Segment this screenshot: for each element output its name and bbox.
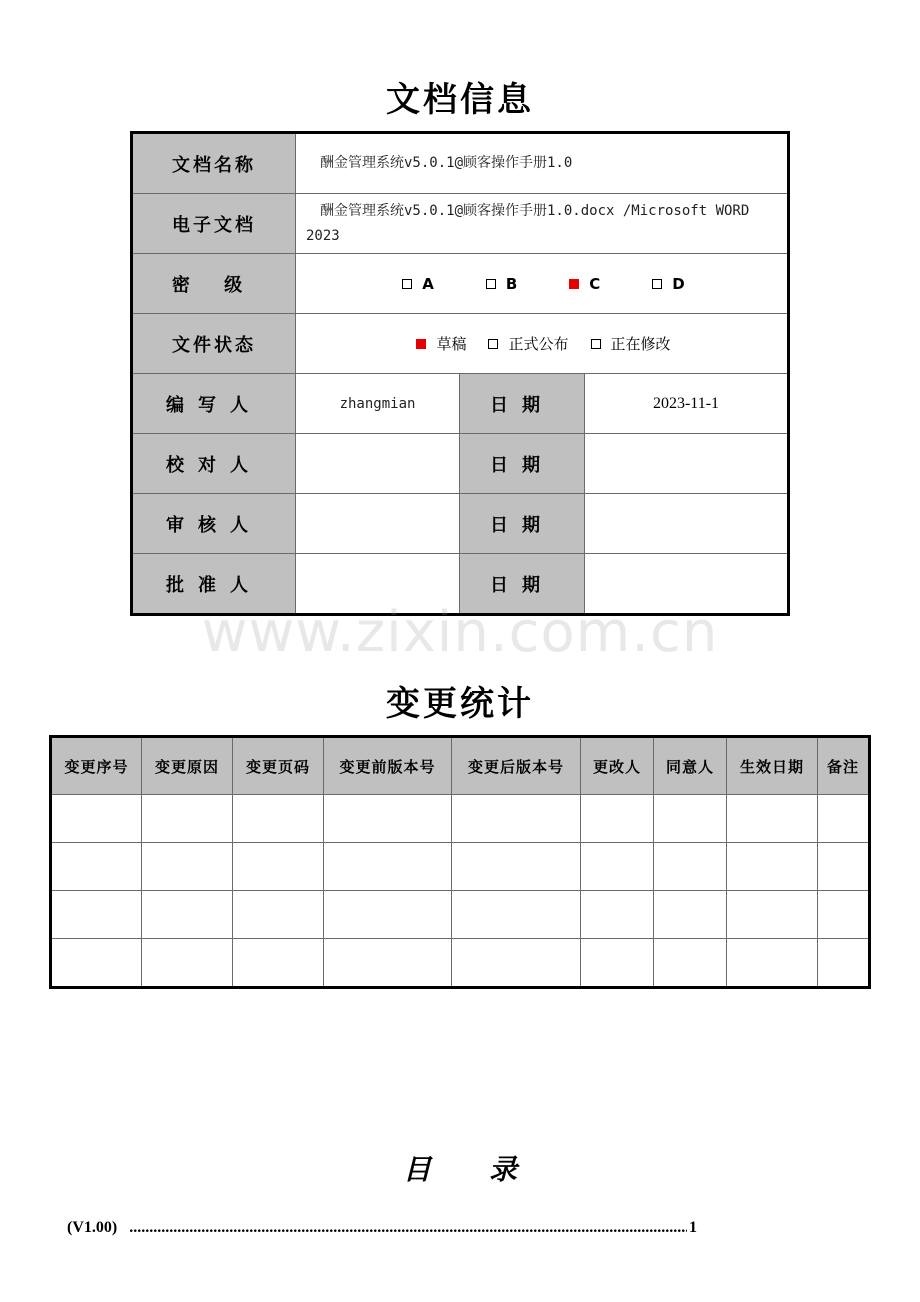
header-remarks: 备注 [818,737,870,795]
approver-label: 批准人 [132,554,296,615]
secret-option-b[interactable]: B [486,275,517,293]
row-doc-name [132,133,789,194]
toc-entry-label: (V1.00) [67,1219,118,1236]
row-secret-level [132,254,789,314]
header-approved-by: 同意人 [654,737,727,795]
header-change-no: 变更序号 [51,737,142,795]
toc-leader-dots [129,1219,687,1237]
checkbox-icon [652,279,662,289]
secret-level-options [296,275,787,293]
secret-level-label: 密 级 [132,254,296,314]
electronic-doc-value-line1: 酬金管理系统v5.0.1@顾客操作手册1.0.docx /Microsoft WORD [320,202,750,219]
change-stats-title: 变更统计 [386,684,534,724]
secret-option-d[interactable]: D [652,275,684,293]
secret-option-a[interactable]: A [402,275,434,293]
status-option-draft[interactable]: 草稿 [416,333,466,354]
watermark: www.zixin.com.cn [201,600,719,665]
toc-entry[interactable] [67,1219,697,1237]
header-changed-by: 更改人 [581,737,654,795]
reviewer-value [296,494,460,554]
checkbox-checked-icon [569,279,579,289]
proofreader-value [296,434,460,494]
toc-title: 目录 [402,1153,575,1186]
doc-info-table [130,131,790,616]
author-value: zhangmian [296,374,460,434]
table-row [51,795,870,843]
reviewer-date-value [585,494,789,554]
proofreader-date-value [585,434,789,494]
secret-option-c[interactable]: C [569,275,600,293]
checkbox-checked-icon [416,339,426,349]
change-stats-table [49,735,871,989]
header-change-reason: 变更原因 [142,737,233,795]
status-option-published[interactable]: 正式公布 [488,333,568,354]
header-version-before: 变更前版本号 [324,737,452,795]
checkbox-icon [486,279,496,289]
row-file-status [132,314,789,374]
doc-name-value: 酬金管理系统v5.0.1@顾客操作手册1.0 [320,155,573,171]
electronic-doc-value-line2: 2023 [306,227,340,244]
author-date-value: 2023-11-1 [585,374,789,434]
checkbox-icon [488,339,498,349]
proofreader-date-label: 日期 [460,434,585,494]
row-author [132,374,789,434]
doc-name-label: 文档名称 [132,133,296,194]
change-header-row [51,737,870,795]
approver-value [296,554,460,615]
header-version-after: 变更后版本号 [452,737,581,795]
doc-info-title: 文档信息 [386,80,534,120]
table-row [51,939,870,988]
row-approver [132,554,789,615]
table-row [51,843,870,891]
checkbox-icon [402,279,412,289]
file-status-options [296,333,787,354]
file-status-label: 文件状态 [132,314,296,374]
electronic-doc-label: 电子文档 [132,194,296,254]
table-row [51,891,870,939]
status-option-revising[interactable]: 正在修改 [591,333,671,354]
author-label: 编写人 [132,374,296,434]
toc-entry-page: 1 [689,1219,697,1236]
row-reviewer [132,494,789,554]
reviewer-date-label: 日期 [460,494,585,554]
author-date-label: 日期 [460,374,585,434]
header-effective-date: 生效日期 [727,737,818,795]
row-proofreader [132,434,789,494]
approver-date-label: 日期 [460,554,585,615]
reviewer-label: 审核人 [132,494,296,554]
checkbox-icon [591,339,601,349]
proofreader-label: 校对人 [132,434,296,494]
approver-date-value [585,554,789,615]
header-change-page: 变更页码 [233,737,324,795]
row-electronic-doc [132,194,789,254]
